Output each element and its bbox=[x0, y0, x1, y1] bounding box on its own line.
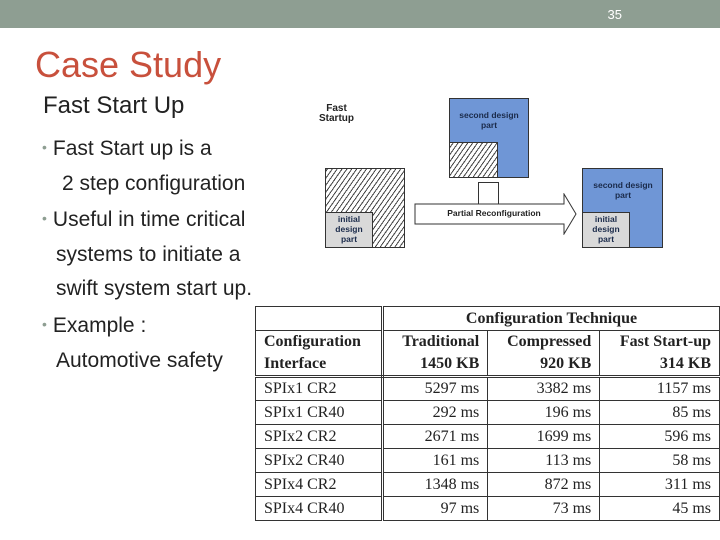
initial-design-label: initial design part bbox=[335, 214, 363, 244]
table-cell: 196 ms bbox=[488, 401, 600, 425]
bullet-line: 2 step configuration bbox=[62, 171, 246, 195]
bullet-line: Automotive safety bbox=[56, 348, 223, 372]
table-cell: 1348 ms bbox=[383, 473, 488, 497]
table-cell: 5297 ms bbox=[383, 377, 488, 401]
page-number: 35 bbox=[607, 7, 622, 22]
table-cell: 3382 ms bbox=[488, 377, 600, 401]
table-cell: SPIx4 CR2 bbox=[256, 473, 383, 497]
table-row bbox=[256, 377, 720, 401]
table-cell: SPIx4 CR40 bbox=[256, 497, 383, 521]
results-table bbox=[255, 306, 720, 521]
arrow-label: Partial Reconfiguration bbox=[447, 208, 541, 218]
table-cell: 292 ms bbox=[383, 401, 488, 425]
table-cell: 85 ms bbox=[600, 401, 720, 425]
table-cell: 1699 ms bbox=[488, 425, 600, 449]
col-header-fast-startup: Fast Start-up 314 KB bbox=[600, 331, 720, 377]
bullet-item: • Fast Start up is a bbox=[42, 137, 212, 160]
slide-subtitle: Fast Start Up bbox=[43, 92, 185, 119]
slide-title: Case Study bbox=[35, 44, 222, 85]
table-cell: SPIx1 CR2 bbox=[256, 377, 383, 401]
table-cell: 872 ms bbox=[488, 473, 600, 497]
table-row bbox=[256, 425, 720, 449]
table-row bbox=[256, 473, 720, 497]
col-header-traditional: Traditional 1450 KB bbox=[383, 331, 488, 377]
bullet-line: systems to initiate a bbox=[56, 242, 241, 266]
table-row bbox=[256, 449, 720, 473]
col-header-interface: Configuration Interface bbox=[256, 331, 383, 377]
hatched-region bbox=[449, 142, 498, 178]
table-cell: 113 ms bbox=[488, 449, 600, 473]
table-cell: 97 ms bbox=[383, 497, 488, 521]
table-cell: 1157 ms bbox=[600, 377, 720, 401]
second-design-label: second design part bbox=[459, 110, 519, 130]
table-row bbox=[256, 401, 720, 425]
result-initial-label: initial design part bbox=[592, 214, 620, 244]
result-second-label: second design part bbox=[593, 180, 653, 200]
table-cell: 45 ms bbox=[600, 497, 720, 521]
table-cell: SPIx2 CR40 bbox=[256, 449, 383, 473]
table-cell: 161 ms bbox=[383, 449, 488, 473]
table-cell: SPIx1 CR40 bbox=[256, 401, 383, 425]
table-cell: 58 ms bbox=[600, 449, 720, 473]
table-cell: 73 ms bbox=[488, 497, 600, 521]
col-header-compressed: Compressed 920 KB bbox=[488, 331, 600, 377]
table-row bbox=[256, 497, 720, 521]
table-cell: 311 ms bbox=[600, 473, 720, 497]
bullet-list bbox=[42, 130, 252, 378]
bullet-item: • Useful in time critical bbox=[42, 208, 246, 232]
top-bar bbox=[0, 0, 720, 28]
diagram-title: Fast Startup bbox=[319, 103, 354, 124]
bullet-item: • Example : bbox=[42, 313, 147, 337]
table-cell: 596 ms bbox=[600, 425, 720, 449]
table-cell: SPIx2 CR2 bbox=[256, 425, 383, 449]
group-header: Configuration Technique bbox=[383, 307, 720, 331]
table-cell: 2671 ms bbox=[383, 425, 488, 449]
bullet-line: swift system start up. bbox=[56, 277, 253, 301]
